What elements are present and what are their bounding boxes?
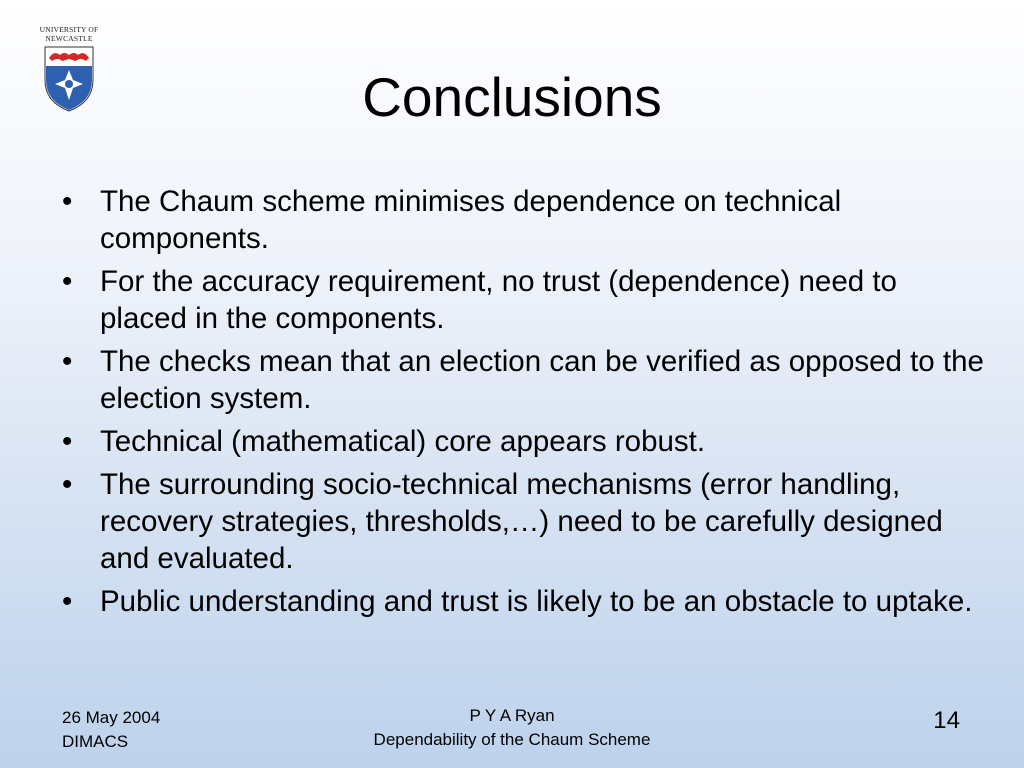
logo-text-line1: UNIVERSITY OF bbox=[39, 25, 99, 34]
bullet-text: Technical (mathematical) core appears robust. bbox=[100, 425, 706, 458]
bullet-list bbox=[62, 183, 992, 626]
logo-text-line2: NEWCASTLE bbox=[45, 34, 93, 43]
bullet-dot-icon: • bbox=[62, 265, 73, 298]
bullet-text: The surrounding socio-technical mechanisms (error handling, recovery strategies, thresholds,…) need to be carefully designed and evaluated. bbox=[100, 468, 943, 575]
bullet-dot-icon: • bbox=[62, 425, 73, 458]
bullet-dot-icon: • bbox=[62, 468, 73, 501]
footer-center bbox=[312, 704, 712, 752]
bullet-item bbox=[62, 263, 992, 337]
footer-author: P Y A Ryan bbox=[469, 706, 555, 725]
bullet-dot-icon: • bbox=[62, 345, 73, 378]
bullet-dot-icon: • bbox=[62, 185, 73, 218]
bullet-text: The Chaum scheme minimises dependence on technical components. bbox=[100, 185, 842, 255]
bullet-text: The checks mean that an election can be verified as opposed to the election system. bbox=[100, 345, 984, 415]
bullet-item bbox=[62, 466, 992, 577]
footer-date: 26 May 2004 bbox=[62, 708, 161, 727]
slide-title: Conclusions bbox=[362, 66, 662, 128]
bullet-item bbox=[62, 583, 992, 620]
bullet-item bbox=[62, 423, 992, 460]
footer-left bbox=[62, 706, 160, 754]
bullet-text: For the accuracy requirement, no trust (dependence) need to placed in the components. bbox=[100, 265, 897, 335]
bullet-text: Public understanding and trust is likely to be an obstacle to uptake. bbox=[100, 585, 973, 618]
footer-event: DIMACS bbox=[62, 732, 129, 751]
slide-number: 14 bbox=[933, 707, 960, 734]
bullet-dot-icon: • bbox=[62, 585, 73, 618]
footer-talk-title: Dependability of the Chaum Scheme bbox=[373, 730, 651, 749]
bullet-item bbox=[62, 343, 992, 417]
bullet-item bbox=[62, 183, 992, 257]
